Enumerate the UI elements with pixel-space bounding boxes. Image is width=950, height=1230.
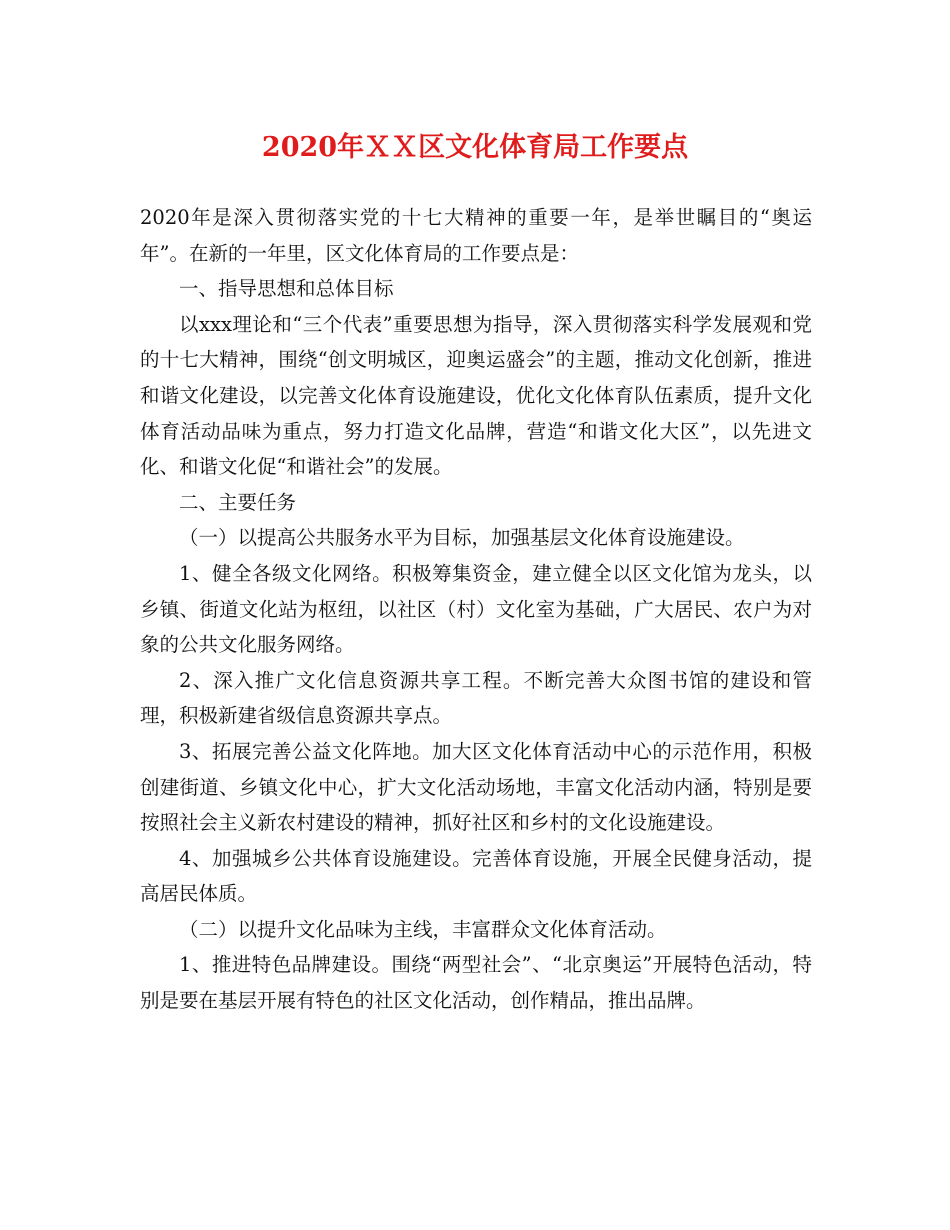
list-item-paragraph: 4、加强城乡公共体育设施建设。完善体育设施，开展全民健身活动，提高居民体质。: [140, 846, 812, 906]
list-item-paragraph: 2、深入推广文化信息资源共享工程。不断完善大众图书馆的建设和管理，积极新建省级信息资源共享点。: [140, 668, 812, 728]
document-body: [140, 200, 812, 1019]
section-heading-guiding-thought: 一、指导思想和总体目标: [179, 277, 394, 301]
document-title: 2020年ＸＸ区文化体育局工作要点: [261, 132, 689, 163]
list-item-paragraph: 3、拓展完善公益文化阵地。加大区文化体育活动中心的示范作用，积极创建街道、乡镇文化中心，扩大文化活动场地，丰富文化活动内涵，特别是要按照社会主义新农村建设的精神，抓好社区和乡村的文化设施建设。: [140, 739, 812, 835]
list-item-paragraph: 1、推进特色品牌建设。围绕“两型社会”、“北京奥运”开展特色活动，特别是要在基层开展有特色的社区文化活动，创作精品，推出品牌。: [140, 953, 812, 1013]
subsection-heading-cultural-quality: （二）以提升文化品味为主线，丰富群众文化体育活动。: [179, 917, 667, 941]
body-paragraph: 以xxx理论和“三个代表”重要思想为指导，深入贯彻落实科学发展观和党的十七大精神，围绕“创文明城区，迎奥运盛会”的主题，推动文化创新，推进和谐文化建设，以完善文化体育设施建设，优化文化体育队伍素质，提升文化体育活动品味为重点，努力打造文化品牌，营造“和谐文化大区”，以先进文化、和谐文化促“和谐社会”的发展。: [140, 312, 812, 479]
subsection-heading-public-service: （一）以提高公共服务水平为目标，加强基层文化体育设施建设。: [179, 526, 745, 550]
section-heading-main-tasks: 二、主要任务: [179, 490, 297, 514]
intro-paragraph: 2020年是深入贯彻落实党的十七大精神的重要一年，是举世瞩目的“奥运年”。在新的一年里，区文化体育局的工作要点是：: [140, 206, 812, 265]
list-item-paragraph: 1、健全各级文化网络。积极筹集资金，建立健全以区文化馆为龙头，以乡镇、街道文化站为枢纽，以社区（村）文化室为基础，广大居民、农户为对象的公共文化服务网络。: [140, 561, 812, 657]
